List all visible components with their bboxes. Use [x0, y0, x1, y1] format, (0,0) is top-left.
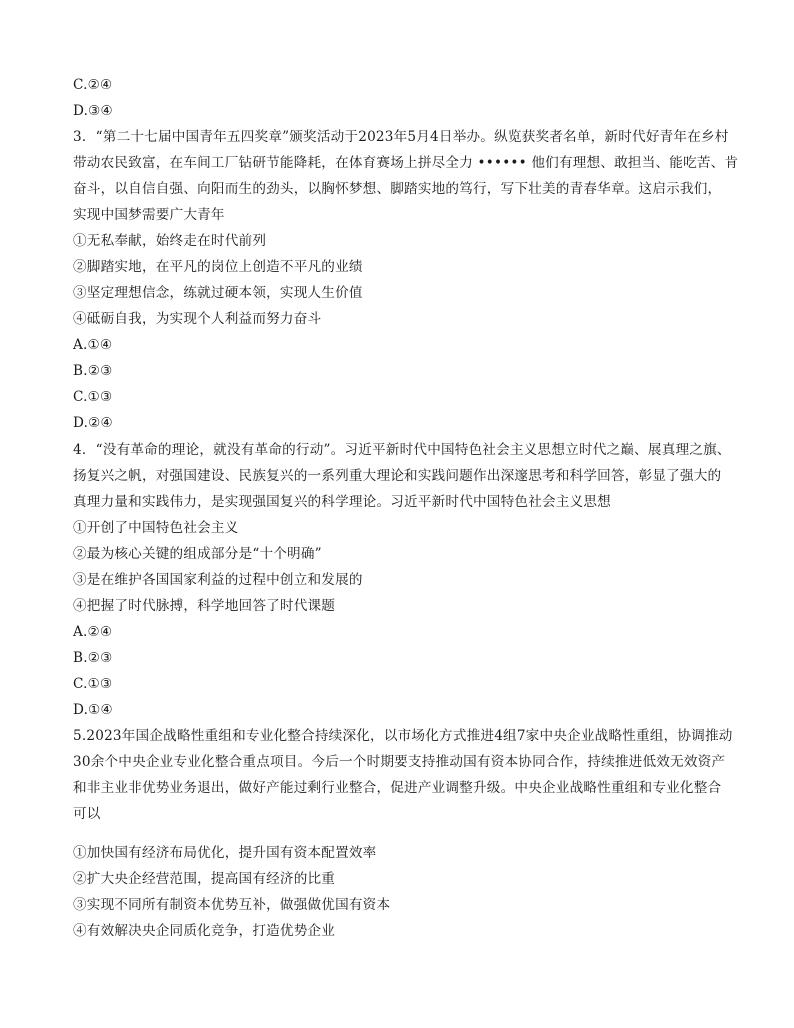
q4-option-c: C.①③ [73, 676, 113, 692]
q4-option-a: A.②④ [73, 624, 113, 640]
q3-stem-line: 实现中国梦需要广大青年 [73, 207, 225, 223]
q5-statement: ②扩大央企经营范围，提高国有经济的比重 [73, 871, 336, 887]
q5-stem-line: 可以 [73, 806, 101, 822]
q3-statement: ④砥砺自我，为实现个人利益而努力奋斗 [73, 311, 322, 327]
q4-statement: ③是在维护各国国家利益的过程中创立和发展的 [73, 572, 363, 588]
q3-statement: ①无私奉献，始终走在时代前列 [73, 233, 267, 249]
q3-option-c: C.①③ [73, 389, 113, 405]
q3-stem-line: 3．“第二十七届中国青年五四奖章”颁奖活动于2023年5月4日举办。纵览获奖者名单，新时代好青年在乡村 [73, 129, 729, 145]
q4-stem-line: 4．“没有革命的理论，就没有革命的行动”。习近平新时代中国特色社会主义思想立时代之巅、展真理之旗、 [73, 442, 731, 458]
q5-statement: ④有效解决央企同质化竞争，打造优势企业 [73, 923, 336, 939]
q5-stem-line: 和非主业非优势业务退出，做好产能过剩行业整合，促进产业调整升级。中央企业战略性重组和专业化整合 [73, 780, 722, 796]
q3-option-d: D.②④ [73, 415, 113, 431]
q3-option-a: A.①④ [73, 337, 113, 353]
q3-stem-line: 奋斗，以自信自强、向阳而生的劲头，以胸怀梦想、脚踏实地的笃行，写下壮美的青春华章。这启示我们， [73, 181, 722, 197]
q4-option-d: D.①④ [73, 702, 113, 718]
q5-statement: ①加快国有经济布局优化，提升国有资本配置效率 [73, 845, 377, 861]
q5-stem-line: 30余个中央企业专业化整合重点项目。今后一个时期要支持推动国有资本协同合作，持续推进低效无效资产 [73, 754, 726, 770]
q4-statement: ②最为核心关键的组成部分是“十个明确” [73, 546, 322, 562]
q5-stem-line: 5.2023年国企战略性重组和专业化整合持续深化，以市场化方式推进4组7家中央企业战略性重组，协调推动 [73, 728, 733, 744]
q4-statement: ①开创了中国特色社会主义 [73, 520, 239, 536]
q2-option-c: C.②④ [73, 77, 113, 93]
q3-stem-line: 带动农民致富，在车间工厂钻研节能降耗，在体育赛场上拼尽全力 •••••• 他们有理想、敢担当、能吃苦、肯 [73, 155, 739, 171]
q4-option-b: B.②③ [73, 650, 113, 666]
q4-stem-line: 真理力量和实践伟力，是实现强国复兴的科学理论。习近平新时代中国特色社会主义思想 [73, 494, 611, 510]
q3-statement: ③坚定理想信念，练就过硬本领，实现人生价值 [73, 285, 363, 301]
q3-statement: ②脚踏实地，在平凡的岗位上创造不平凡的业绩 [73, 259, 363, 275]
q5-statement: ③实现不同所有制资本优势互补，做强做优国有资本 [73, 897, 391, 913]
q2-option-d: D.③④ [73, 103, 113, 119]
q4-statement: ④把握了时代脉搏，科学地回答了时代课题 [73, 598, 336, 614]
q4-stem-line: 扬复兴之帆，对强国建设、民族复兴的一系列重大理论和实践问题作出深邃思考和科学回答，彰显了强大的 [73, 468, 722, 484]
q3-option-b: B.②③ [73, 363, 113, 379]
